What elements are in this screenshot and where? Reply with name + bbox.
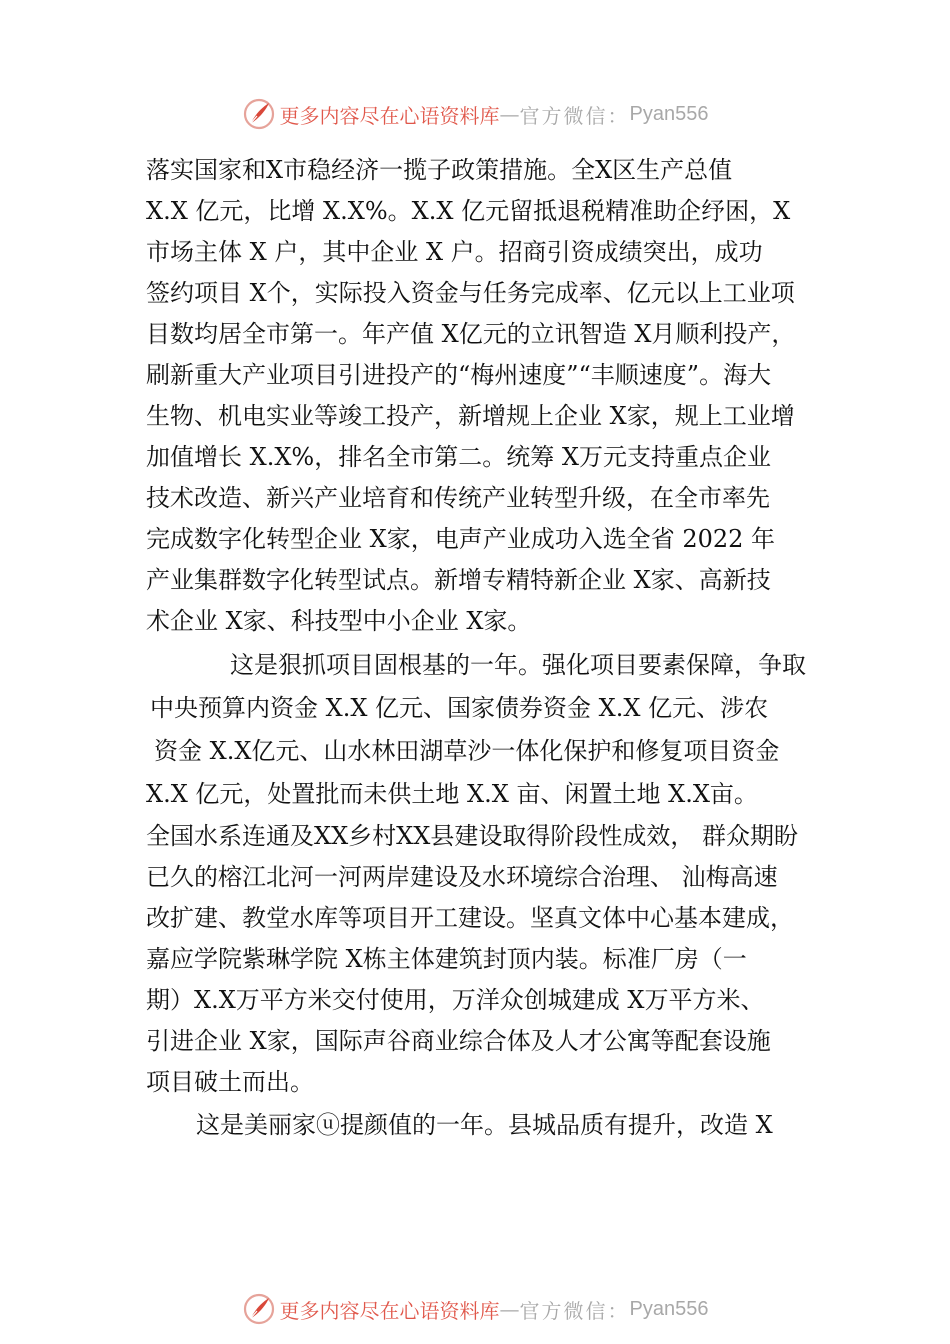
paragraph-2 xyxy=(146,644,818,1103)
text-line: 刷新重大产业项目引进投产的“梅州速度”“丰顺速度”。海大 xyxy=(146,361,772,389)
text-line: 资金 X.X亿元、山水林田湖草沙一体化保护和修复项目资金 xyxy=(154,737,780,765)
text-line: 引进企业 X家，国际声谷商业综合体及人才公寓等配套设施 xyxy=(146,1027,771,1055)
text-line: 改扩建、教堂水库等项目开工建设。坚真文体中心基本建成， xyxy=(146,904,794,932)
text-line: 市场主体 X 户，其中企业 X 户。招商引资成绩突出，成功 xyxy=(146,238,763,266)
document-body xyxy=(146,150,818,1146)
text-line: 产业集群数字化转型试点。新增专精特新企业 X家、高新技 xyxy=(146,566,771,594)
text-line: 生物、机电实业等竣工投产，新增规上企业 X家，规上工业增 xyxy=(146,402,795,430)
text-line: 签约项目 X个，实际投入资金与任务完成率、亿元以上工业项 xyxy=(146,279,795,307)
text-line: 落实国家和X市稳经济一揽子政策措施。全X区生产总值 xyxy=(146,156,733,184)
text-line: 期）X.X万平方米交付使用，万洋众创城建成 X万平方米、 xyxy=(146,986,765,1014)
text-line: 目数均居全市第一。年产值 X亿元的立讯智造 X月顺利投产， xyxy=(146,320,796,348)
watermark-separator: — xyxy=(499,102,520,126)
text-line: 嘉应学院紫琳学院 X栋主体建筑封顶内装。标准厂房（一 xyxy=(146,945,747,973)
footer-watermark xyxy=(0,1287,950,1331)
text-line: 完成数字化转型企业 X家，电声产业成功入选全省 2022 年 xyxy=(146,525,776,553)
text-line: 技术改造、新兴产业培育和传统产业转型升级，在全市率先 xyxy=(146,484,770,512)
watermark-brand: 更多内容尽在心语资料库 xyxy=(279,1298,500,1323)
text-line: 这是美丽家ⓤ提颜值的一年。县城品质有提升，改造 X xyxy=(196,1111,773,1139)
header-watermark xyxy=(0,92,950,136)
watermark-separator: — xyxy=(499,1297,520,1321)
watermark-brand: 更多内容尽在心语资料库 xyxy=(279,103,500,128)
paragraph-1 xyxy=(146,150,818,642)
text-line: X.X 亿元，处置批而未供土地 X.X 亩、闲置土地 X.X亩。 xyxy=(146,780,758,808)
watermark-wechat-id: Pyan556 xyxy=(629,1297,709,1320)
text-line: 加值增长 X.X%，排名全市第二。统筹 X万元支持重点企业 xyxy=(146,443,771,471)
text-line: 已久的榕江北河一河两岸建设及水环境综合治理、 汕梅高速 xyxy=(146,863,778,891)
paragraph-3 xyxy=(146,1105,818,1146)
pen-feather-logo-icon xyxy=(242,97,276,131)
watermark-label: 官方微信： xyxy=(519,103,630,128)
text-line: 中央预算内资金 X.X 亿元、国家债券资金 X.X 亿元、涉农 xyxy=(150,694,769,722)
text-line: 术企业 X家、科技型中小企业 X家。 xyxy=(146,607,532,635)
pen-feather-logo-icon xyxy=(242,1292,276,1326)
watermark-label: 官方微信： xyxy=(519,1298,630,1323)
text-line: 全国水系连通及XX乡村XX县建设取得阶段性成效， 群众期盼 xyxy=(146,822,798,850)
text-line: 项目破土而出。 xyxy=(146,1068,314,1096)
watermark-wechat-id: Pyan556 xyxy=(629,102,709,125)
text-line: 这是狠抓项目固根基的一年。强化项目要素保障，争取 xyxy=(230,651,806,679)
text-line: X.X 亿元，比增 X.X%。X.X 亿元留抵退税精准助企纾困，X xyxy=(146,197,791,225)
